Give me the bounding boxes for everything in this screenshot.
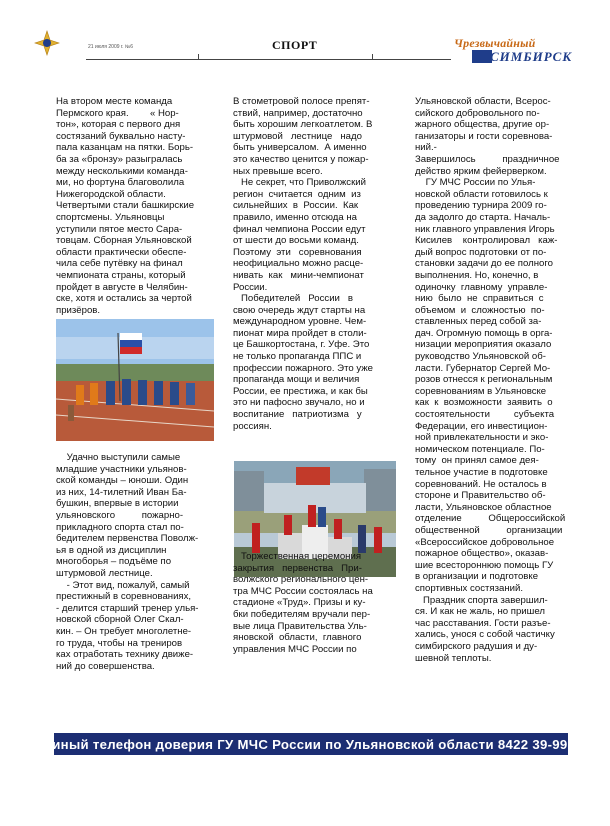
header-rule-tick: [372, 54, 373, 60]
text-line: Не секрет, что Приволжский: [233, 177, 366, 189]
text-line: шевной теплоты.: [415, 652, 492, 664]
text-line: сильнейших в России. Как: [233, 200, 359, 212]
text-line: сийского добровольного по-: [415, 107, 540, 119]
text-line: в организации и подготовке: [415, 571, 539, 583]
text-line: го труда, чтобы на трениров: [56, 637, 183, 649]
text-line: тра МЧС России состоялась на: [233, 585, 373, 597]
text-line: россиян.: [233, 420, 272, 432]
page-header: [0, 0, 610, 72]
newspaper-logo: [450, 36, 573, 68]
text-line: международном уровне. Чем-: [233, 316, 367, 328]
text-line: Пермского края. « Нор-: [56, 107, 179, 119]
text-line: ульяновского пожарно-: [56, 509, 184, 521]
text-line: пионат мира пройдет в столи-: [233, 327, 367, 339]
text-line: ске, хотя и остались за чертой: [56, 293, 192, 305]
text-line: ся. И как не жаль, но пришел: [415, 606, 545, 618]
text-line: быть хорошим легкоатлетом. В: [233, 119, 373, 131]
text-line: товцам. Сборная Ульяновской: [56, 235, 192, 247]
text-line: ГУ МЧС России по Улья-: [415, 177, 536, 189]
text-line: от шести до восьми команд.: [233, 235, 359, 247]
text-line: спортивных состязаний.: [415, 582, 523, 594]
text-line: ба за «бронзу» разыгралась: [56, 153, 183, 165]
text-line: действо ярким фейерверком.: [415, 165, 547, 177]
hotline-text: Единый телефон доверия ГУ МЧС России по Ульяновской области 8422 39-99-99: [34, 736, 588, 752]
text-line: «Всероссийское добровольное: [415, 536, 555, 548]
text-line: бушкин, впервые в истории: [56, 498, 179, 510]
text-line: руководство Ульяновской об-: [415, 351, 546, 363]
text-line: низации мероприятия оказало: [415, 339, 552, 351]
text-line: стороне и Правительство об-: [415, 490, 546, 502]
text-line: регион считается одним из: [233, 188, 361, 200]
text-line: ний.-: [415, 142, 437, 154]
text-line: правило, именно отсюда на: [233, 211, 358, 223]
text-line: многоборья – подъёме по: [56, 556, 172, 568]
text-line: Четвертыми стали башкирские: [56, 200, 195, 212]
column-3: [415, 96, 575, 664]
text-line: отделение Общероссийской: [415, 513, 566, 525]
text-line: пала казанцам на пятки. Борь-: [56, 142, 194, 154]
text-line: симбирского радушия и ду-: [415, 640, 538, 652]
text-line: кин. – Он требует многолетне-: [56, 625, 192, 637]
text-line: России, ее престижа, и как бы: [233, 385, 368, 397]
text-line: час расставания. Гости разъе-: [415, 617, 551, 629]
text-line: ний до совершенства.: [56, 660, 155, 672]
text-line: дач. Огромную помощь в орга-: [415, 327, 553, 339]
text-line: шие всестороннюю помощь ГУ: [415, 559, 554, 571]
text-line: неофициально можно расце-: [233, 258, 364, 270]
text-line: номическом потенциале. По-: [415, 443, 545, 455]
text-line: управления МЧС России по: [233, 643, 357, 655]
text-line: Удачно выступили самые: [56, 452, 181, 463]
text-line: как к возможности заявить о: [415, 397, 553, 409]
text-line: Победителей России в: [233, 293, 354, 305]
text-line: Поэтому эти соревнования: [233, 246, 362, 258]
text-line: выполнения. Но, конечно, в: [415, 269, 539, 281]
text-line: Ульяновской области, Всерос-: [415, 96, 551, 107]
text-line: розов отнесся к региональным: [415, 374, 553, 386]
text-line: ставленных перед собой за-: [415, 316, 542, 328]
text-line: это качество ценится у пожар-: [233, 153, 369, 165]
text-line: - Этот вид, пожалуй, самый: [56, 579, 190, 591]
text-line: профессии пожарного. Это уже: [233, 362, 374, 374]
text-line: це Башкортостана, г. Уфе. Это: [233, 339, 370, 351]
logo-bar: [472, 50, 492, 63]
text-line: ми, но фортуна благоволила: [56, 177, 185, 189]
text-line: ья в одной из дисциплин: [56, 544, 167, 556]
text-line: Кисилев контролировал каж-: [415, 235, 558, 247]
text-line: новской сборной Олег Скал-: [56, 614, 184, 626]
text-line: России.: [233, 281, 268, 293]
text-line: свою очередь ждут старты на: [233, 304, 366, 316]
text-line: жарного общества, другие ор-: [415, 119, 550, 131]
text-line: ных превыше всего.: [233, 165, 323, 177]
text-line: соревнованиям в Ульяновске: [415, 385, 547, 397]
text-line: нивать как мини-чемпионат: [233, 269, 364, 281]
text-line: хались, унося с собой частичку: [415, 629, 555, 641]
text-line: ках отработать технику движе-: [56, 649, 194, 661]
text-line: штурмовой лестнице надо: [233, 130, 362, 142]
hotline-banner: [34, 733, 588, 755]
text-line: вые лица Правительства Уль-: [233, 620, 367, 632]
text-line: чемпионата страны, который: [56, 269, 186, 281]
text-line: состоятельности субъекта: [415, 409, 555, 421]
text-line: финал чемпиона России едут: [233, 223, 366, 235]
header-rule-tick: [198, 54, 199, 60]
text-line: тельное участие в подготовке: [415, 467, 548, 478]
text-line: дый вопрос подготовки от по-: [415, 246, 547, 258]
text-line: яновской области, главного: [233, 632, 362, 644]
text-line: пропаганда мощи и величия: [233, 374, 360, 386]
text-line: Завершилось праздничное: [415, 153, 560, 165]
text-line: престижный в соревнованиях,: [56, 591, 192, 603]
text-line: соревнований. Не осталось в: [415, 478, 547, 490]
text-line: воспитание патриотизма у: [233, 409, 362, 421]
text-line: прикладного спорта стал по-: [56, 521, 184, 533]
text-line: ной привлекательности и эко-: [415, 432, 549, 444]
text-line: Нижегородской области.: [56, 188, 166, 200]
text-line: объемом и сложностью по-: [415, 304, 545, 316]
text-line: ласти. Губернатор Сергей Мо-: [415, 362, 551, 374]
text-line: На втором месте команда: [56, 96, 173, 107]
text-line: спортсмены. Ульяновцы: [56, 211, 165, 223]
text-line: не только пропаганда ППС и: [233, 351, 362, 363]
text-line: Праздник спорта завершил-: [415, 594, 548, 606]
text-line: ской команды – юноши. Один: [56, 475, 189, 487]
logo-top-text: Чрезвычайный: [454, 36, 536, 50]
text-line: становки задачи до ее полного: [415, 258, 553, 270]
text-line: уступили пятое место Сара-: [56, 223, 183, 235]
text-line: Торжественная церемония: [233, 551, 362, 562]
text-line: Федерации, его инвестицион-: [415, 420, 548, 432]
text-line: волжского регионального цен-: [233, 574, 369, 586]
text-line: младшие участники ульянов-: [56, 463, 187, 475]
text-line: общественной организации: [415, 524, 563, 536]
text-line: чила себе путёвку на финал: [56, 258, 183, 270]
text-line: нию было не справиться с: [415, 293, 544, 305]
text-line: пройдет в августе в Челябин-: [56, 281, 188, 293]
text-line: ганизаторы и гости соревнова-: [415, 130, 553, 142]
text-line: пожарное общество», оказав-: [415, 548, 549, 560]
text-line: да задолго до старта. Началь-: [415, 211, 551, 223]
text-line: стадионе «Труд». Призы и ку-: [233, 597, 366, 609]
photo-parade: [56, 319, 214, 441]
text-line: бедителем первенства Поволж-: [56, 533, 199, 545]
text-line: ласти, Ульяновское областное: [415, 501, 552, 513]
text-line: быть универсалом. А именно: [233, 142, 367, 154]
column-2-top: [233, 96, 393, 432]
text-line: это ни пафосно звучало, но и: [233, 397, 365, 409]
text-line: состязаний буквально насту-: [56, 130, 186, 142]
text-line: В стометровой полосе препят-: [233, 96, 370, 107]
text-line: штурмовой лестнице.: [56, 567, 153, 579]
emergency-emblem-icon: [34, 30, 60, 56]
text-line: проведению турнира 2009 го-: [415, 200, 547, 212]
logo-bottom-text: СИМБИРСК: [490, 49, 573, 64]
text-line: из них, 14-тилетний Иван Ба-: [56, 486, 187, 498]
text-line: ник главного управления Игорь: [415, 223, 555, 235]
text-line: тому он принял самое дея-: [415, 455, 539, 467]
text-line: призёров.: [56, 304, 101, 316]
header-rule: [86, 59, 451, 60]
text-line: ствий, например, достаточно: [233, 107, 363, 119]
text-line: новской области готовилось к: [415, 188, 548, 200]
text-line: - делится старший тренер улья-: [56, 602, 199, 614]
text-line: между несколькими команда-: [56, 165, 188, 177]
column-1-top: [56, 96, 216, 316]
column-1-bottom: [56, 452, 216, 672]
text-line: бки победителям вручали пер-: [233, 608, 371, 620]
text-line: тон», которая с первого дня: [56, 119, 181, 131]
text-line: закрытия первенства При-: [233, 562, 362, 574]
text-line: области практически обеспе-: [56, 246, 187, 258]
issue-date: 21 июля 2009 г. №6: [88, 44, 134, 50]
column-2-bottom: [233, 551, 393, 655]
text-line: одиночку главному управле-: [415, 281, 548, 293]
section-title: СПОРТ: [272, 38, 318, 52]
